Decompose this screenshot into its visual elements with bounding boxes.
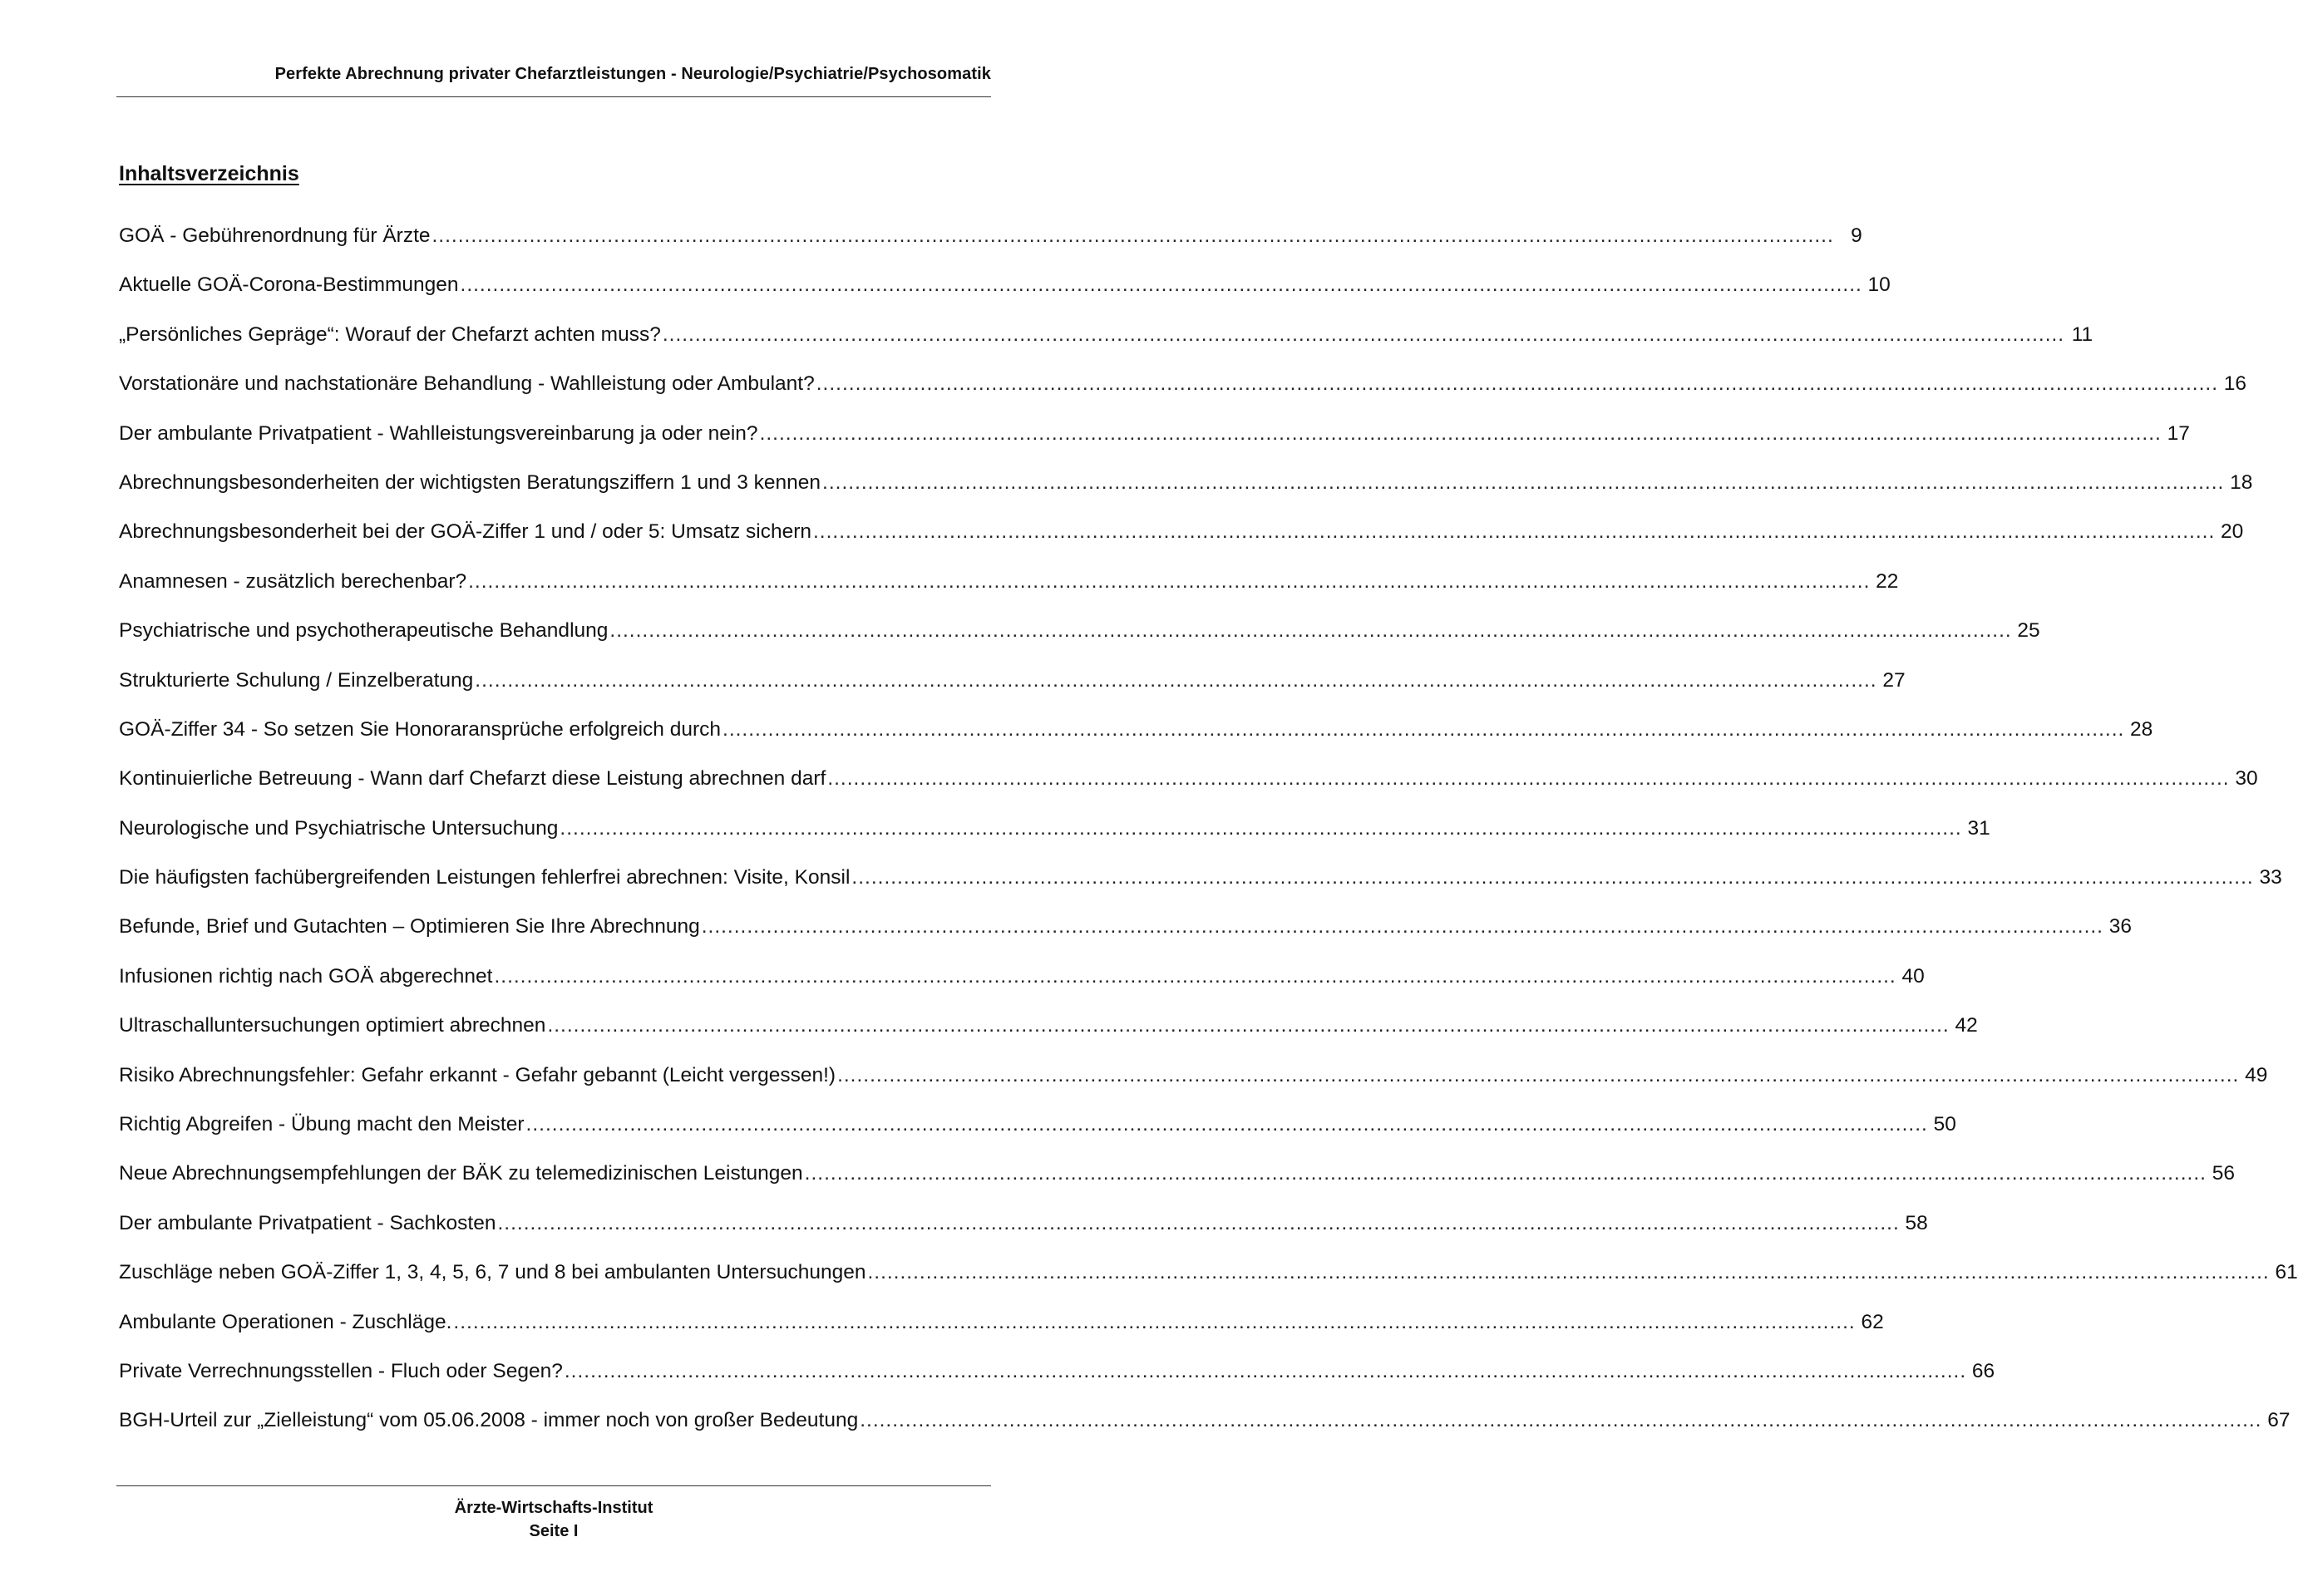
toc-entry-title: GOÄ - Gebührenordnung für Ärzte bbox=[119, 224, 431, 247]
toc-entry-title: GOÄ-Ziffer 34 - So setzen Sie Honoraransprüche erfolgreich durch bbox=[119, 717, 722, 741]
toc-dot-leader bbox=[663, 323, 2064, 347]
toc-entry-title: Aktuelle GOÄ-Corona-Bestimmungen bbox=[119, 273, 459, 297]
toc-dot-leader bbox=[827, 767, 2229, 791]
toc-entry[interactable] bbox=[119, 273, 1891, 323]
toc-dot-leader bbox=[526, 1113, 1928, 1136]
toc-entry-page: 36 bbox=[2108, 915, 2132, 938]
toc-entry-title: Abrechnungsbesonderheiten der wichtigsten Beratungsziffern 1 und 3 kennen bbox=[119, 470, 821, 494]
toc-dot-leader bbox=[813, 520, 2215, 544]
toc-entry-title: Richtig Abgreifen - Übung macht den Meister bbox=[119, 1113, 525, 1136]
footer-page-number: Seite I bbox=[529, 1522, 579, 1540]
toc-entry[interactable] bbox=[119, 717, 2153, 767]
toc-entry-page: 49 bbox=[2245, 1063, 2268, 1086]
toc-dot-leader bbox=[702, 915, 2103, 938]
toc-entry[interactable] bbox=[119, 421, 2190, 471]
toc-dot-leader bbox=[498, 1212, 1900, 1235]
toc-entry[interactable] bbox=[119, 1063, 2268, 1113]
toc-entry-page: 33 bbox=[2259, 866, 2282, 889]
toc-entry[interactable] bbox=[119, 224, 1862, 273]
toc-dot-leader bbox=[867, 1261, 2269, 1284]
toc-dot-leader bbox=[432, 224, 1834, 248]
toc-entry[interactable] bbox=[119, 619, 2040, 668]
header-divider bbox=[116, 96, 991, 97]
toc-entry-page: 22 bbox=[1876, 569, 1899, 593]
toc-entry[interactable] bbox=[119, 767, 2258, 816]
toc-entry[interactable] bbox=[119, 1409, 2291, 1458]
toc-entry[interactable] bbox=[119, 323, 2093, 372]
toc-entry-page: 62 bbox=[1861, 1310, 1884, 1333]
toc-entry-page: 40 bbox=[1901, 964, 1925, 988]
running-footer bbox=[116, 1496, 991, 1543]
toc-entry[interactable] bbox=[119, 569, 1899, 619]
toc-entry-page: 18 bbox=[2230, 470, 2253, 494]
toc-entry-title: Der ambulante Privatpatient - Wahlleistungsvereinbarung ja oder nein? bbox=[119, 421, 758, 445]
toc-dot-leader bbox=[822, 471, 2224, 495]
toc-entry-title: Zuschläge neben GOÄ-Ziffer 1, 3, 4, 5, 6, 7 und 8 bei ambulanten Untersuchungen bbox=[119, 1261, 866, 1284]
toc-dot-leader bbox=[860, 1409, 2261, 1432]
footer-divider bbox=[116, 1485, 991, 1486]
toc-dot-leader bbox=[494, 965, 1896, 988]
toc-entry[interactable] bbox=[119, 1359, 1995, 1409]
toc-entry-page: 50 bbox=[1933, 1113, 1956, 1136]
toc-entry[interactable] bbox=[119, 520, 2244, 569]
toc-entry[interactable] bbox=[119, 964, 1925, 1014]
toc-dot-leader bbox=[609, 619, 2011, 643]
toc-entry-page: 10 bbox=[1867, 273, 1891, 297]
toc-dot-leader bbox=[760, 422, 2162, 446]
toc-entry-page: 30 bbox=[2235, 767, 2258, 791]
toc-entry-title: Risiko Abrechnungsfehler: Gefahr erkannt - Gefahr gebannt (Leicht vergessen!) bbox=[119, 1063, 836, 1086]
toc-entry-page: 20 bbox=[2221, 520, 2244, 544]
toc-entry[interactable] bbox=[119, 1014, 1978, 1063]
toc-dot-leader bbox=[565, 1360, 1966, 1383]
toc-dot-leader bbox=[837, 1064, 2239, 1087]
toc-entry-title: Kontinuierliche Betreuung - Wann darf Chefarzt diese Leistung abrechnen darf bbox=[119, 767, 826, 791]
toc-dot-leader bbox=[461, 273, 1862, 297]
toc-heading: Inhaltsverzeichnis bbox=[119, 162, 299, 185]
toc-entry[interactable] bbox=[119, 1261, 2298, 1310]
toc-entry-page: 28 bbox=[2130, 717, 2153, 741]
toc-entry[interactable] bbox=[119, 1211, 1928, 1261]
toc-entry-page: 9 bbox=[1851, 224, 1862, 247]
toc-entry-page: 66 bbox=[1971, 1359, 1995, 1382]
toc-entry-page: 27 bbox=[1882, 668, 1906, 692]
toc-dot-leader bbox=[453, 1311, 1855, 1334]
toc-entry[interactable] bbox=[119, 1113, 1956, 1162]
toc-entry-title: Ambulante Operationen - Zuschläge. bbox=[119, 1310, 452, 1333]
toc-entry-title: BGH-Urteil zur „Zielleistung“ vom 05.06.2008 - immer noch von großer Bedeutung bbox=[119, 1409, 859, 1432]
toc-entry-title: „Persönliches Gepräge“: Worauf der Chefarzt achten muss? bbox=[119, 323, 661, 346]
toc-entry-title: Anamnesen - zusätzlich berechenbar? bbox=[119, 569, 467, 593]
toc-entry-title: Abrechnungsbesonderheit bei der GOÄ-Ziffer 1 und / oder 5: Umsatz sichern bbox=[119, 520, 811, 544]
toc-dot-leader bbox=[475, 669, 1876, 692]
toc-dot-leader bbox=[468, 570, 1870, 594]
toc-entry-title: Befunde, Brief und Gutachten – Optimieren Sie Ihre Abrechnung bbox=[119, 915, 700, 938]
toc-entry-page: 58 bbox=[1905, 1211, 1928, 1234]
toc-entry-title: Die häufigsten fachübergreifenden Leistungen fehlerfrei abrechnen: Visite, Konsil bbox=[119, 866, 851, 889]
toc-dot-leader bbox=[722, 718, 2124, 741]
toc-entry-page: 16 bbox=[2223, 372, 2247, 396]
toc-entry-page: 11 bbox=[2071, 323, 2093, 346]
toc-entry-title: Der ambulante Privatpatient - Sachkosten bbox=[119, 1211, 496, 1234]
toc-entry[interactable] bbox=[119, 668, 1906, 718]
toc-entry-title: Strukturierte Schulung / Einzelberatung bbox=[119, 668, 474, 692]
toc-entry-title: Neurologische und Psychiatrische Untersuchung bbox=[119, 816, 559, 840]
footer-institute: Ärzte-Wirtschafts-Institut bbox=[454, 1499, 653, 1517]
toc-entry-title: Psychiatrische und psychotherapeutische Behandlung bbox=[119, 619, 609, 643]
toc-entry-page: 56 bbox=[2212, 1162, 2235, 1185]
toc-entry-page: 31 bbox=[1967, 816, 1990, 840]
toc-dot-leader bbox=[851, 866, 2253, 889]
toc-entry-title: Neue Abrechnungsempfehlungen der BÄK zu telemedizinischen Leistungen bbox=[119, 1162, 803, 1185]
toc-entry[interactable] bbox=[119, 1310, 1884, 1360]
toc-entry-page: 42 bbox=[1955, 1014, 1978, 1037]
toc-entry[interactable] bbox=[119, 866, 2282, 915]
toc-dot-leader bbox=[816, 372, 2218, 396]
toc-entry-page: 67 bbox=[2267, 1409, 2291, 1432]
toc-entry-title: Ultraschalluntersuchungen optimiert abrechnen bbox=[119, 1014, 546, 1037]
toc-entry[interactable] bbox=[119, 470, 2253, 520]
toc-entry[interactable] bbox=[119, 372, 2247, 421]
toc-entry[interactable] bbox=[119, 915, 2132, 964]
toc-entry-page: 25 bbox=[2017, 619, 2040, 643]
toc-entry-title: Vorstationäre und nachstationäre Behandlung - Wahlleistung oder Ambulant? bbox=[119, 372, 815, 396]
toc-entry-page: 17 bbox=[2167, 421, 2190, 445]
toc-entry-title: Private Verrechnungsstellen - Fluch oder Segen? bbox=[119, 1359, 563, 1382]
table-of-contents bbox=[119, 224, 2298, 1459]
toc-dot-leader bbox=[805, 1162, 2207, 1185]
toc-entry-title: Infusionen richtig nach GOÄ abgerechnet bbox=[119, 964, 493, 988]
toc-dot-leader bbox=[560, 817, 1961, 840]
toc-dot-leader bbox=[547, 1014, 1949, 1037]
toc-entry[interactable] bbox=[119, 816, 1990, 866]
running-header: Perfekte Abrechnung privater Chefarztleistungen - Neurologie/Psychiatrie/Psychosomatik bbox=[274, 65, 991, 83]
toc-entry-page: 61 bbox=[2275, 1261, 2298, 1284]
toc-entry[interactable] bbox=[119, 1162, 2235, 1211]
